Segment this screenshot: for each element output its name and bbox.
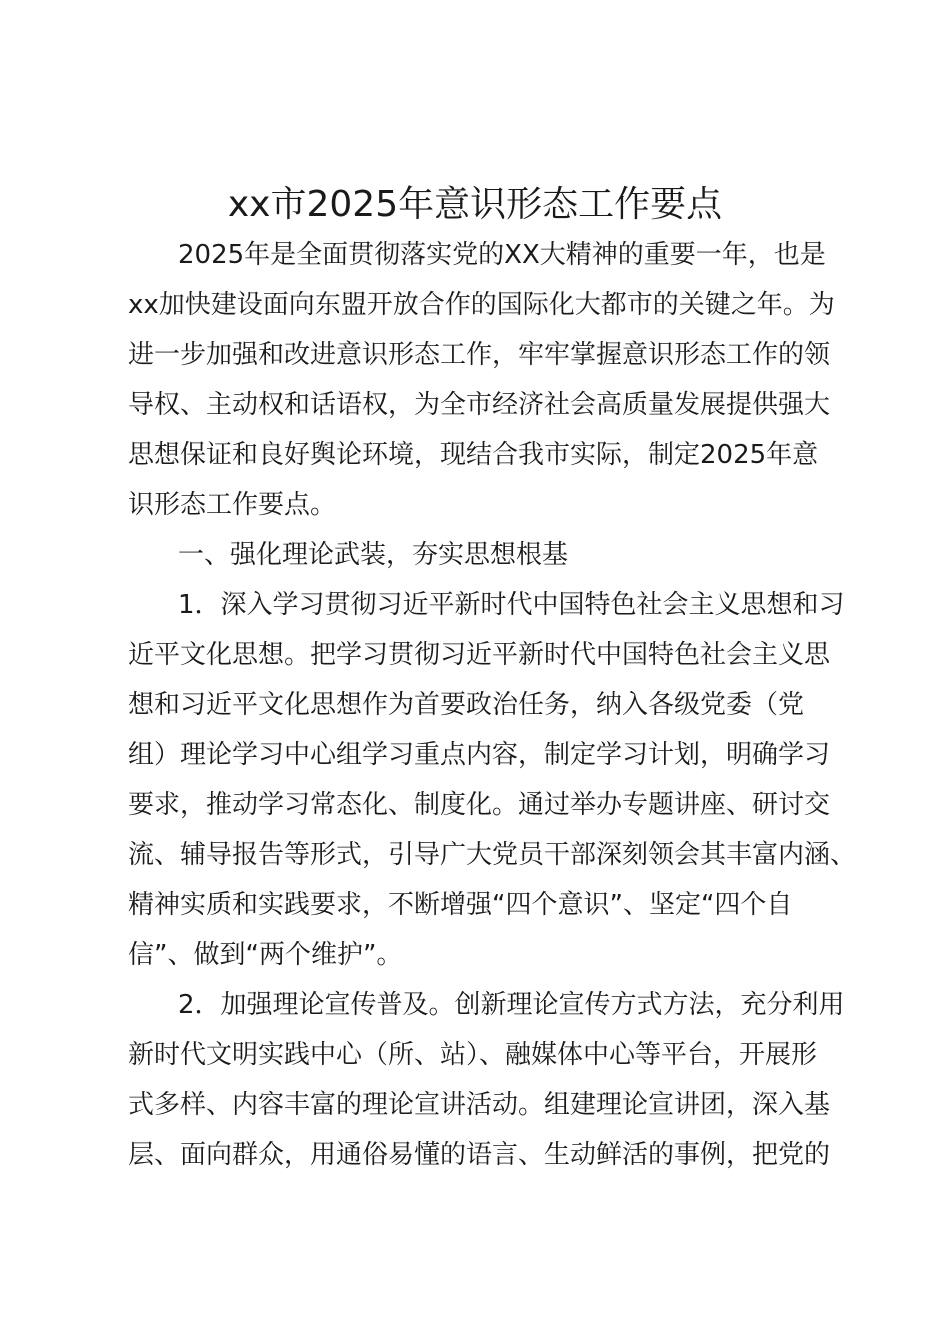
section-heading: 一、强化理论武装，夯实思想根基 [178, 540, 569, 570]
paragraph-line: 导权、主动权和话语权，为全市经济社会高质量发展提供强大 [128, 390, 831, 420]
paragraph-line: 新时代文明实践中心（所、站）、融媒体中心等平台，开展形 [128, 1040, 818, 1070]
paragraph-line: 组）理论学习中心组学习重点内容，制定学习计划，明确学习 [128, 740, 831, 770]
paragraph-line: 1．深入学习贯彻习近平新时代中国特色社会主义思想和习 [178, 590, 845, 620]
paragraph-line: 流、辅导报告等形式，引导广大党员干部深刻领会其丰富内涵、 [128, 840, 857, 870]
paragraph-line: 精神实质和实践要求，不断增强“四个意识”、坚定“四个自 [128, 890, 793, 920]
document-title: xx市2025年意识形态工作要点 [227, 184, 723, 225]
paragraph-line: 要求，推动学习常态化、制度化。通过举办专题讲座、研讨交 [128, 790, 831, 820]
paragraph-line: 信”、做到“两个维护”。 [128, 940, 403, 970]
paragraph-line: xx加快建设面向东盟开放合作的国际化大都市的关键之年。为 [128, 290, 835, 320]
paragraph-line: 层、面向群众，用通俗易懂的语言、生动鲜活的事例，把党的 [128, 1140, 831, 1170]
paragraph-line: 思想保证和良好舆论环境，现结合我市实际，制定2025年意 [128, 440, 819, 470]
paragraph-line: 2025年是全面贯彻落实党的XX大精神的重要一年，也是 [178, 240, 826, 270]
paragraph-line: 识形态工作要点。 [128, 490, 337, 520]
paragraph-line: 2．加强理论宣传普及。创新理论宣传方式方法，充分利用 [178, 990, 845, 1020]
paragraph-line: 近平文化思想。把学习贯彻习近平新时代中国特色社会主义思 [128, 640, 831, 670]
paragraph-line: 进一步加强和改进意识形态工作，牢牢掌握意识形态工作的领 [128, 340, 831, 370]
paragraph-line: 想和习近平文化思想作为首要政治任务，纳入各级党委（党 [128, 690, 805, 720]
paragraph-line: 式多样、内容丰富的理论宣讲活动。组建理论宣讲团，深入基 [128, 1090, 831, 1120]
